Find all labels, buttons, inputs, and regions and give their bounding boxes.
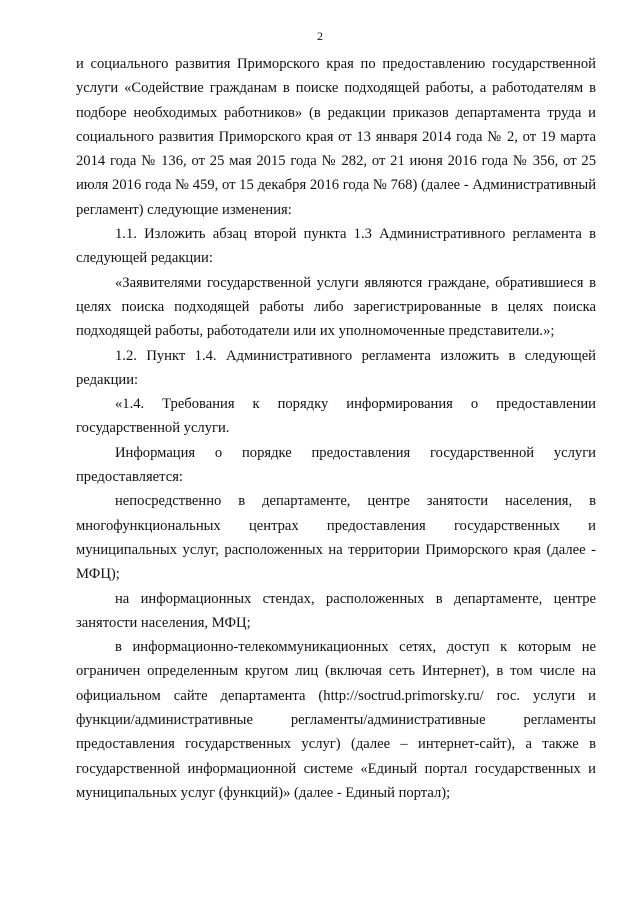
- paragraph: в информационно-телекоммуникационных сетях, доступ к которым не ограничен определенным кругом лиц (включая сеть Интернет), в том числе на официальном сайте департамента (http://soctrud.primorsky.ru/ гос. услуги и функции/административные регламенты/административные регламенты предоставления государственных услуг) (далее – интернет-сайт), а также в государственной информационной системе «Единый портал государственных и муниципальных услуг (функций)» (далее - Единый портал);: [76, 639, 596, 801]
- paragraph: 1.1. Изложить абзац второй пункта 1.3 Административного регламента в следующей редакции:: [76, 226, 596, 267]
- paragraph: Информация о порядке предоставления государственной услуги предоставляется:: [76, 444, 596, 486]
- paragraph: и социального развития Приморского края по предоставлению государственной услуги «Содействие гражданам в поиске подходящей работы, а работодателям в подборе необходимых работников» (в редакции приказов департамента труда и социального развития Приморского края от 13 января 2014 года № 2, от 19 марта 2014 года № 136, от 25 мая 2015 года № 282, от 21 июня 2016 года № 356, от 25 июля 2016 года № 459, от 15 декабря 2016 года № 768) (далее - Административный регламент) следующие изменения:: [76, 56, 596, 218]
- paragraph: «Заявителями государственной услуги являются граждане, обратившиеся в целях поиска подходящей работы либо зарегистрированные в целях поиска подходящей работы, работодатели или их уполномоченные представители.»;: [76, 274, 596, 340]
- paragraph: 1.2. Пункт 1.4. Административного регламента изложить в следующей редакции:: [76, 347, 596, 388]
- document-body: [76, 52, 596, 805]
- page-number: 2: [317, 29, 323, 43]
- paragraph: непосредственно в департаменте, центре занятости населения, в многофункциональных центрах предоставления государственных и муниципальных услуг, расположенных на территории Приморского края (далее - МФЦ);: [76, 493, 596, 583]
- paragraph: «1.4. Требования к порядку информирования о предоставлении государственной услуги.: [76, 396, 596, 437]
- paragraph: на информационных стендах, расположенных в департаменте, центре занятости населения, МФЦ;: [76, 590, 596, 631]
